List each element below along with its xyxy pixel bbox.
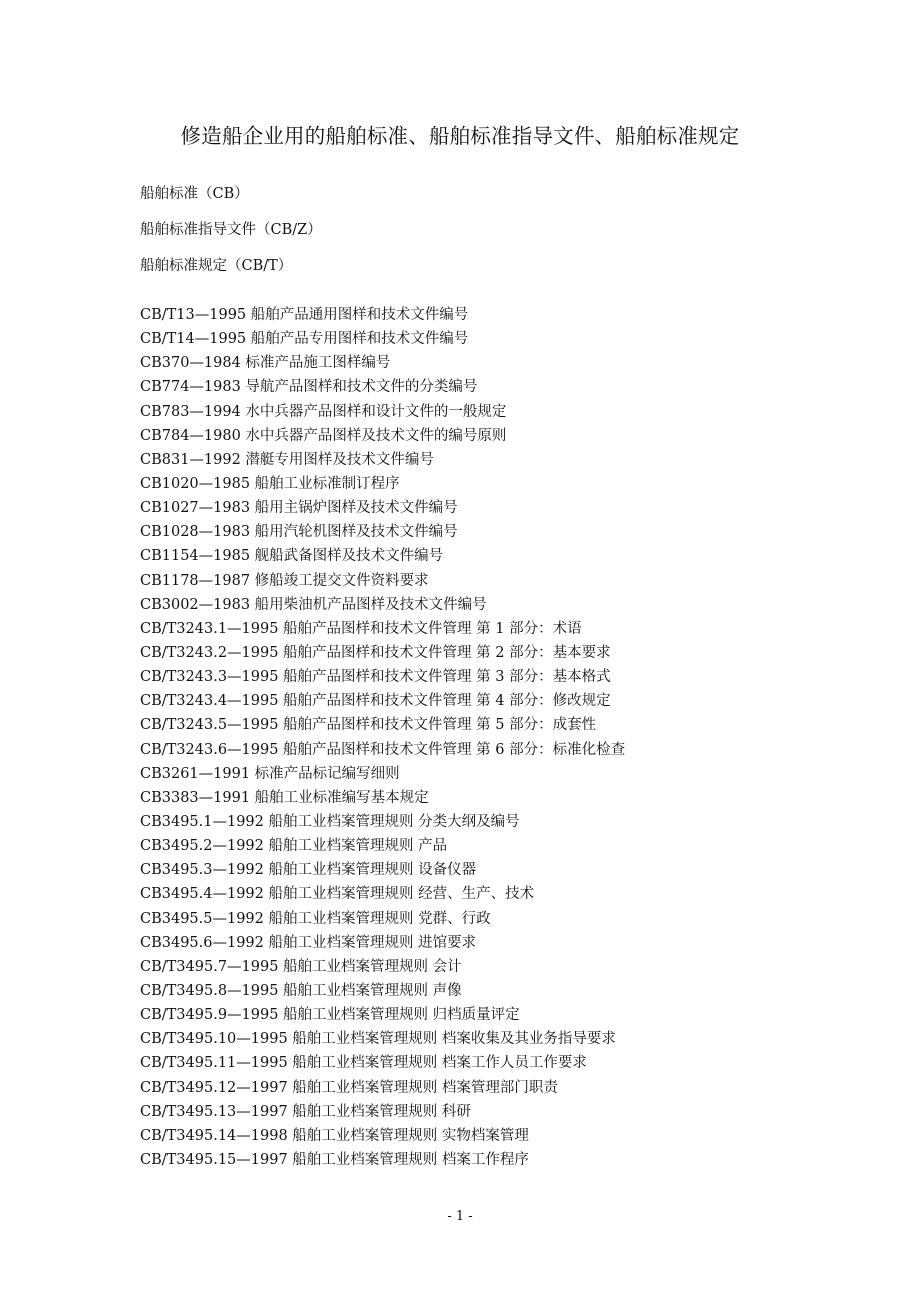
standard-item: CB1027—1983 船用主锅炉图样及技术文件编号 bbox=[140, 500, 458, 517]
standard-item: CB/T3495.13—1997 船舶工业档案管理规则 科研 bbox=[140, 1103, 471, 1120]
category-list bbox=[140, 181, 322, 289]
standard-item: CB831—1992 潜艇专用图样及技术文件编号 bbox=[140, 451, 434, 468]
standard-item: CB3495.4—1992 船舶工业档案管理规则 经营、生产、技术 bbox=[140, 886, 535, 903]
standard-item: CB/T14—1995 船舶产品专用图样和技术文件编号 bbox=[140, 331, 469, 348]
standard-item: CB/T3495.14—1998 船舶工业档案管理规则 实物档案管理 bbox=[140, 1127, 529, 1144]
standard-item: CB3495.5—1992 船舶工业档案管理规则 党群、行政 bbox=[140, 910, 491, 927]
standard-item: CB1178—1987 修船竣工提交文件资料要求 bbox=[140, 572, 429, 589]
standard-item: CB370—1984 标准产品施工图样编号 bbox=[140, 355, 391, 372]
standard-item: CB/T3243.3—1995 船舶产品图样和技术文件管理 第 3 部分：基本格式 bbox=[140, 669, 611, 686]
standard-item: CB3495.1—1992 船舶工业档案管理规则 分类大纲及编号 bbox=[140, 813, 520, 830]
standard-item: CB3495.6—1992 船舶工业档案管理规则 进馆要求 bbox=[140, 934, 477, 951]
standard-item: CB3495.2—1992 船舶工业档案管理规则 产品 bbox=[140, 838, 448, 855]
standard-item: CB/T3243.1—1995 船舶产品图样和技术文件管理 第 1 部分：术语 bbox=[140, 620, 582, 637]
standards-list bbox=[140, 303, 625, 1172]
standard-item: CB/T3495.8—1995 船舶工业档案管理规则 声像 bbox=[140, 982, 462, 999]
standard-item: CB/T3495.15—1997 船舶工业档案管理规则 档案工作程序 bbox=[140, 1151, 529, 1168]
standard-item: CB/T3495.12—1997 船舶工业档案管理规则 档案管理部门职责 bbox=[140, 1079, 558, 1096]
standard-item: CB1020—1985 船舶工业标准制订程序 bbox=[140, 475, 400, 492]
standard-item: CB3261—1991 标准产品标记编写细则 bbox=[140, 765, 400, 782]
standard-item: CB/T3495.9—1995 船舶工业档案管理规则 归档质量评定 bbox=[140, 1007, 520, 1024]
standard-item: CB/T3243.6—1995 船舶产品图样和技术文件管理 第 6 部分：标准化检查 bbox=[140, 741, 626, 758]
standard-item: CB/T3243.2—1995 船舶产品图样和技术文件管理 第 2 部分：基本要求 bbox=[140, 644, 611, 661]
page-title: 修造船企业用的船舶标准、船舶标准指导文件、船舶标准规定 bbox=[180, 124, 740, 148]
standard-item: CB/T3243.4—1995 船舶产品图样和技术文件管理 第 4 部分：修改规定 bbox=[140, 693, 611, 710]
standard-item: CB/T3495.10—1995 船舶工业档案管理规则 档案收集及其业务指导要求 bbox=[140, 1031, 616, 1048]
standard-item: CB3383—1991 船舶工业标准编写基本规定 bbox=[140, 789, 429, 806]
standard-item: CB1154—1985 舰船武备图样及技术文件编号 bbox=[140, 548, 444, 565]
standard-item: CB3495.3—1992 船舶工业档案管理规则 设备仪器 bbox=[140, 862, 477, 879]
standard-item: CB783—1994 水中兵器产品图样和设计文件的一般规定 bbox=[140, 403, 507, 420]
standard-item: CB3002—1983 船用柴油机产品图样及技术文件编号 bbox=[140, 596, 487, 613]
standard-item: CB/T3495.7—1995 船舶工业档案管理规则 会计 bbox=[140, 958, 462, 975]
category-item: 船舶标准规定（CB/T） bbox=[140, 258, 293, 274]
standard-item: CB/T3243.5—1995 船舶产品图样和技术文件管理 第 5 部分：成套性 bbox=[140, 717, 597, 734]
standard-item: CB/T13—1995 船舶产品通用图样和技术文件编号 bbox=[140, 307, 469, 323]
standard-item: CB774—1983 导航产品图样和技术文件的分类编号 bbox=[140, 379, 478, 396]
category-item: 船舶标准（CB） bbox=[140, 186, 249, 202]
page-number: - 1 - bbox=[447, 1209, 473, 1224]
standard-item: CB784—1980 水中兵器产品图样及技术文件的编号原则 bbox=[140, 427, 507, 444]
category-item: 船舶标准指导文件（CB/Z） bbox=[140, 222, 322, 238]
standard-item: CB/T3495.11—1995 船舶工业档案管理规则 档案工作人员工作要求 bbox=[140, 1055, 587, 1072]
standard-item: CB1028—1983 船用汽轮机图样及技术文件编号 bbox=[140, 524, 458, 541]
